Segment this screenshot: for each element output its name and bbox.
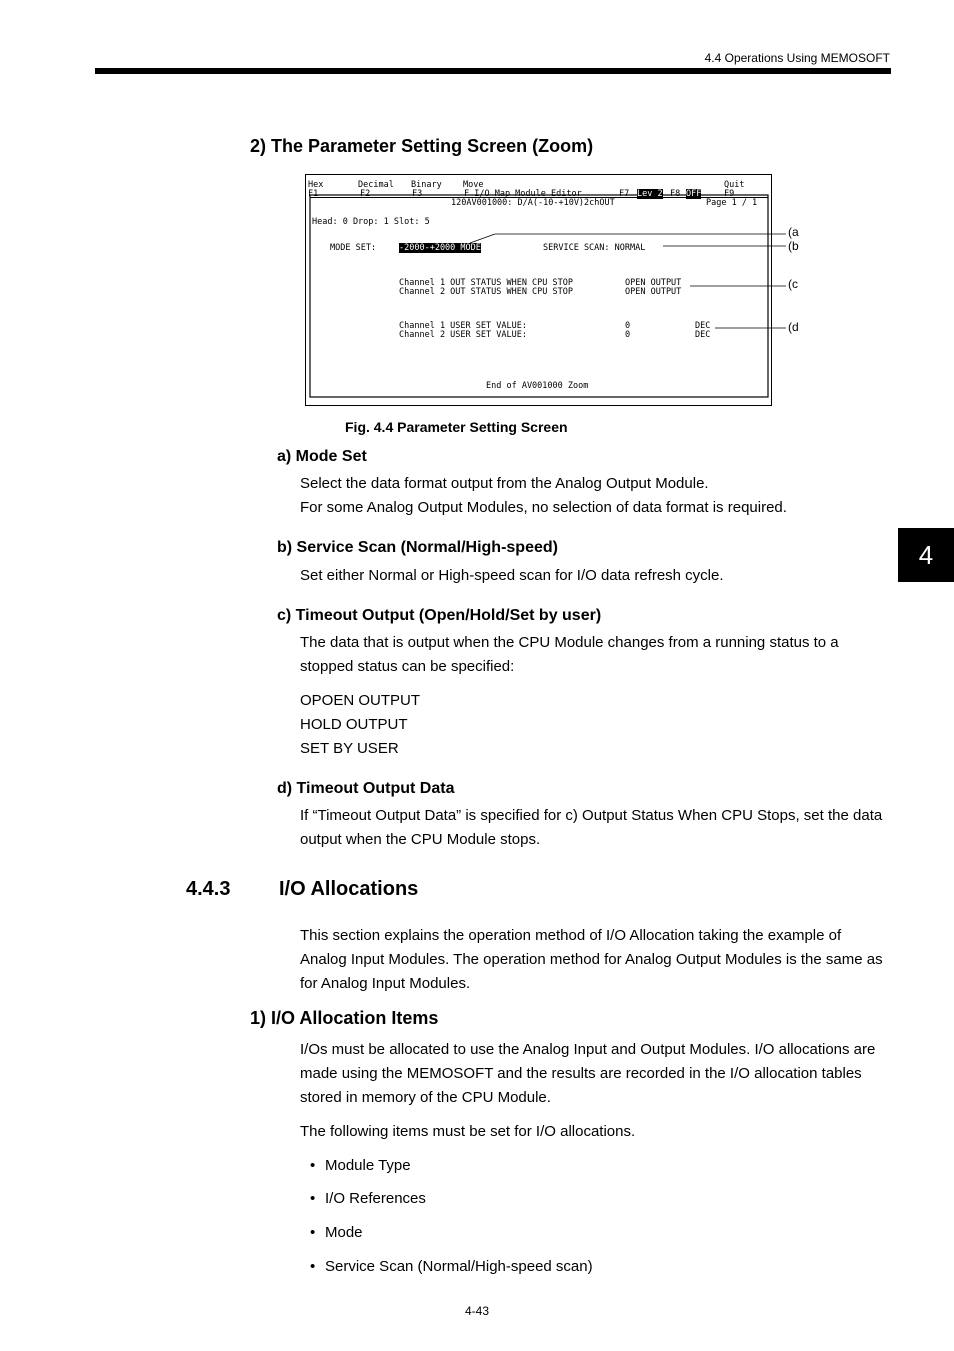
running-header: 4.4 Operations Using MEMOSOFT (704, 51, 890, 65)
mode-set-label: MODE SET: (330, 243, 377, 253)
list-item-text: Service Scan (Normal/High-speed scan) (325, 1258, 593, 1275)
ch1-out-status: Channel 1 OUT STATUS WHEN CPU STOP (399, 278, 573, 288)
key-f9: F9 (724, 189, 735, 199)
item-a-title: a) Mode Set (277, 448, 367, 465)
callout-c-label: (c (788, 277, 798, 291)
end-zoom-line: End of AV001000 Zoom (486, 381, 589, 391)
page-number: 4-43 (464, 1304, 490, 1318)
page-indicator: Page 1 / 1 (706, 198, 758, 208)
item-a-text-1: Select the data format output from the Analog Output Module. (300, 475, 709, 492)
menu-hex: Hex (308, 180, 324, 190)
off-indicator: OFF (686, 189, 702, 199)
callout-a-leader (470, 234, 495, 243)
menu-decimal: Decimal (358, 180, 394, 190)
item-b-title: b) Service Scan (Normal/High-speed) (277, 539, 558, 556)
list-item (310, 1258, 593, 1275)
section-number: 4.4.3 (186, 878, 231, 900)
key-f7: F7 (619, 189, 630, 199)
section-intro: This section explains the operation method of I/O Allocation taking the example of Analog Input Modules. The operation method for Analog Output Modules is the same as for Analog Input Modules. (300, 927, 883, 992)
item-b-text: Set either Normal or High-speed scan for I/O data refresh cycle. (300, 567, 724, 584)
menu-quit: Quit (724, 180, 745, 190)
ch2-format: DEC (695, 330, 711, 340)
item-c-option-2: HOLD OUTPUT (300, 716, 408, 733)
head-drop-slot: Head: 0 Drop: 1 Slot: 5 (312, 217, 430, 227)
ch1-user-set: Channel 1 USER SET VALUE: (399, 321, 527, 331)
menu-move: Move (463, 180, 484, 190)
menu-binary: Binary (411, 180, 442, 190)
list-item-text: Module Type (325, 1157, 411, 1174)
item-c-option-1: OPOEN OUTPUT (300, 692, 421, 709)
list-item (310, 1157, 411, 1174)
item-c-option-3: SET BY USER (300, 740, 399, 757)
level-indicator: Lev 2 (637, 189, 663, 199)
ch1-out-value: OPEN OUTPUT (625, 278, 682, 288)
ch1-user-value: 0 (625, 321, 631, 331)
bullet-dot: • (310, 1157, 316, 1174)
ch2-user-value: 0 (625, 330, 631, 340)
item-a-text-2: For some Analog Output Modules, no selection of data format is required. (300, 499, 787, 516)
section-title: I/O Allocations (279, 878, 419, 900)
item-c-text: The data that is output when the CPU Module changes from a running status to a stopped status can be specified: (300, 634, 839, 675)
service-scan: SERVICE SCAN: NORMAL (543, 243, 646, 253)
item-c-title: c) Timeout Output (Open/Hold/Set by user) (277, 607, 602, 624)
bullet-dot: • (310, 1224, 316, 1241)
mode-set-value: -2000-+2000 MODE (399, 243, 481, 253)
chapter-tab: 4 (898, 528, 954, 582)
section-heading-parameter-screen: 2) The Parameter Setting Screen (Zoom) (250, 136, 594, 156)
callout-lines (0, 0, 954, 420)
list-item-text: I/O References (325, 1190, 426, 1207)
key-f3: F3 (412, 189, 423, 199)
io-allocation-text: I/Os must be allocated to use the Analog Input and Output Modules. I/O allocations are made using the MEMOSOFT and the results are recorded in the I/O allocation tables stored in memory of the CPU Module. (300, 1041, 876, 1106)
io-allocation-items-heading: 1) I/O Allocation Items (250, 1008, 439, 1028)
callout-d-label: (d (788, 320, 799, 334)
list-item-text: Mode (325, 1224, 363, 1241)
list-item (310, 1224, 363, 1241)
ch1-format: DEC (695, 321, 711, 331)
editor-title: F I/O Map Module Editor (464, 189, 582, 199)
item-d-text: If “Timeout Output Data” is specified for c) Output Status When CPU Stops, set the data output when the CPU Module stops. (300, 807, 883, 848)
callout-b-label: (b (788, 239, 799, 253)
key-f8: F8 (670, 189, 681, 199)
bullet-dot: • (310, 1190, 316, 1207)
figure-caption: Fig. 4.4 Parameter Setting Screen (345, 419, 568, 435)
module-line: 120AV001000: D/A(-10-+10V)2chOUT (451, 198, 615, 208)
key-f1: F1 (308, 189, 319, 199)
key-f2: F2 (360, 189, 371, 199)
bullet-dot: • (310, 1258, 316, 1275)
io-allocation-list-intro: The following items must be set for I/O allocations. (300, 1123, 636, 1140)
ch2-user-set: Channel 2 USER SET VALUE: (399, 330, 527, 340)
callout-a-label: (a (788, 225, 799, 239)
ch2-out-value: OPEN OUTPUT (625, 287, 682, 297)
list-item (310, 1190, 426, 1207)
item-d-title: d) Timeout Output Data (277, 780, 455, 797)
ch2-out-status: Channel 2 OUT STATUS WHEN CPU STOP (399, 287, 573, 297)
